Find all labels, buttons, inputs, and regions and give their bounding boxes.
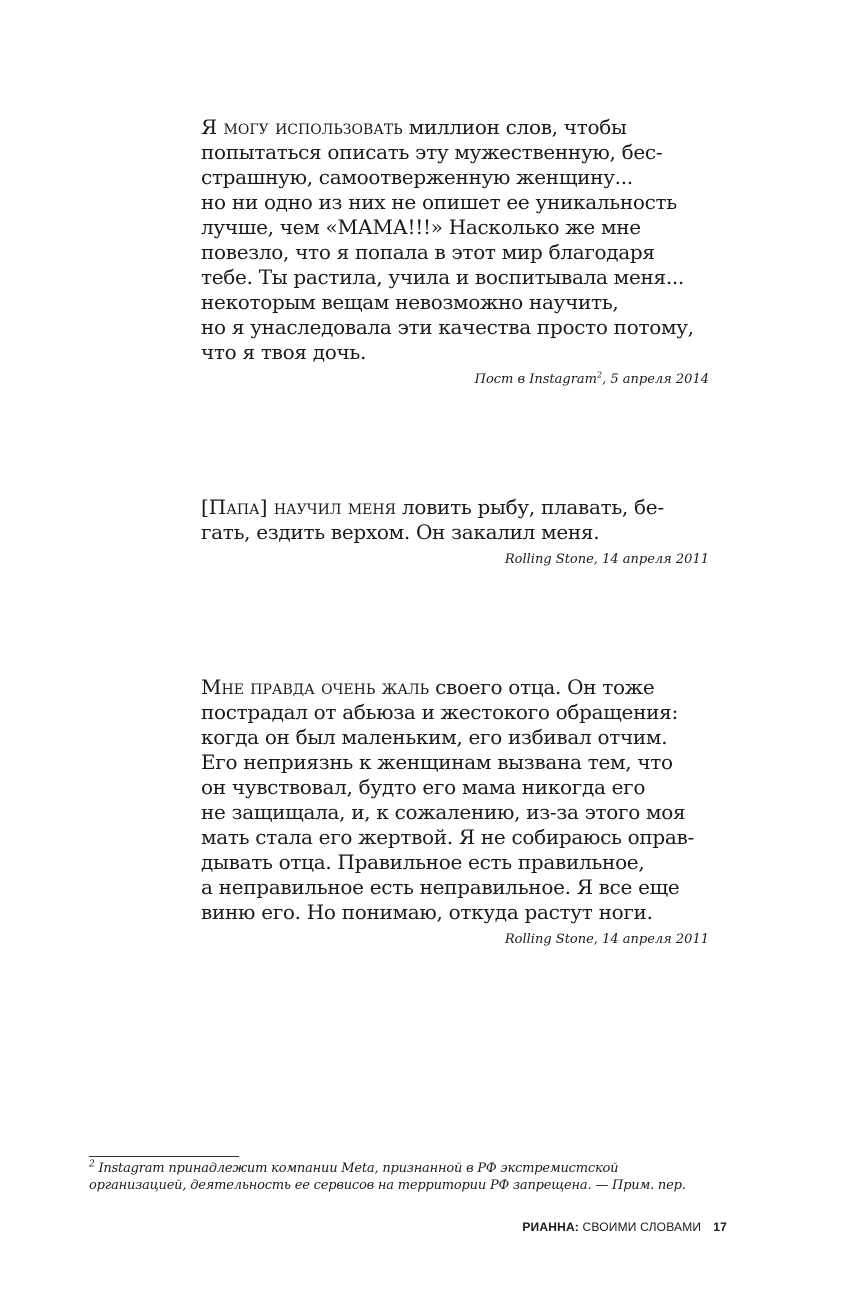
- quote-attribution: Rolling Stone, 14 апреля 2011: [504, 552, 709, 567]
- footnote-marker: 2: [89, 1159, 95, 1170]
- footnote-text: организацией, деятельность ее сервисов на территории РФ запрещена. — Прим. пер.: [89, 1178, 686, 1193]
- footnote-reference: 2: [596, 370, 603, 380]
- quote-line: он чувствовал, будто его мама никогда его: [201, 775, 646, 799]
- footnote: [89, 1160, 729, 1194]
- quote-line: миллион слов, чтобы: [402, 115, 627, 139]
- quote-line: повезло, что я попала в этот мир благодаря: [201, 240, 655, 264]
- attribution-source: Пост в Instagram: [474, 372, 597, 387]
- quote-lead-in: Мне правда очень жаль: [201, 675, 430, 699]
- quote-line: виню его. Но понимаю, откуда растут ноги.: [201, 900, 653, 924]
- quote-line: не защищала, и, к сожалению, из-за этого моя: [201, 800, 686, 824]
- quote-line: лучше, чем «МАМА!!!» Насколько же мне: [201, 215, 641, 239]
- quote-attribution: [201, 371, 709, 389]
- quote-lead-in: [Папа] научил меня: [201, 495, 396, 519]
- quote-text: [201, 675, 721, 925]
- quote-line: попытаться описать эту мужественную, бес-: [201, 140, 663, 164]
- quote-line: некоторым вещам невозможно научить,: [201, 290, 619, 314]
- running-footer: [522, 1219, 727, 1235]
- book-title: СВОИМИ СЛОВАМИ: [579, 1220, 702, 1234]
- quote-line: пострадал от абьюза и жестокого обращения:: [201, 700, 678, 724]
- quote-text: [201, 495, 721, 545]
- footnote-text: Instagram принадлежит компании Meta, признанной в РФ экстремистской: [94, 1161, 619, 1176]
- quote-line: но ни одно из них не опишет ее уникальность: [201, 190, 677, 214]
- quote-line: тебе. Ты растила, учила и воспитывала меня...: [201, 265, 684, 289]
- attribution-date: , 5 апреля 2014: [602, 372, 709, 387]
- quote-line: дывать отца. Правильное есть правильное,: [201, 850, 645, 874]
- quote-block-father-regret: [201, 675, 721, 949]
- quote-line: страшную, самоотверженную женщину...: [201, 165, 633, 189]
- quote-line: что я твоя дочь.: [201, 340, 367, 364]
- quote-text: [201, 115, 721, 365]
- quote-line: гать, ездить верхом. Он закалил меня.: [201, 520, 600, 544]
- book-author: РИАННА:: [522, 1220, 580, 1234]
- quote-line: когда он был маленьким, его избивал отчим.: [201, 725, 668, 749]
- quote-attribution: Rolling Stone, 14 апреля 2011: [504, 932, 709, 947]
- quote-line: мать стала его жертвой. Я не собираюсь оправ-: [201, 825, 694, 849]
- quote-line: своего отца. Он тоже: [429, 675, 655, 699]
- quote-block-mother: [201, 115, 721, 389]
- quote-line: но я унаследовала эти качества просто потому,: [201, 315, 694, 339]
- page-number: 17: [713, 1220, 727, 1234]
- quote-block-father: [201, 495, 721, 569]
- quote-line: Его неприязнь к женщинам вызвана тем, что: [201, 750, 673, 774]
- quote-line: а неправильное есть неправильное. Я все еще: [201, 875, 680, 899]
- quote-lead-in: Я могу использовать: [201, 115, 403, 139]
- footnote-divider: [89, 1156, 239, 1157]
- quote-line: ловить рыбу, плавать, бе-: [395, 495, 664, 519]
